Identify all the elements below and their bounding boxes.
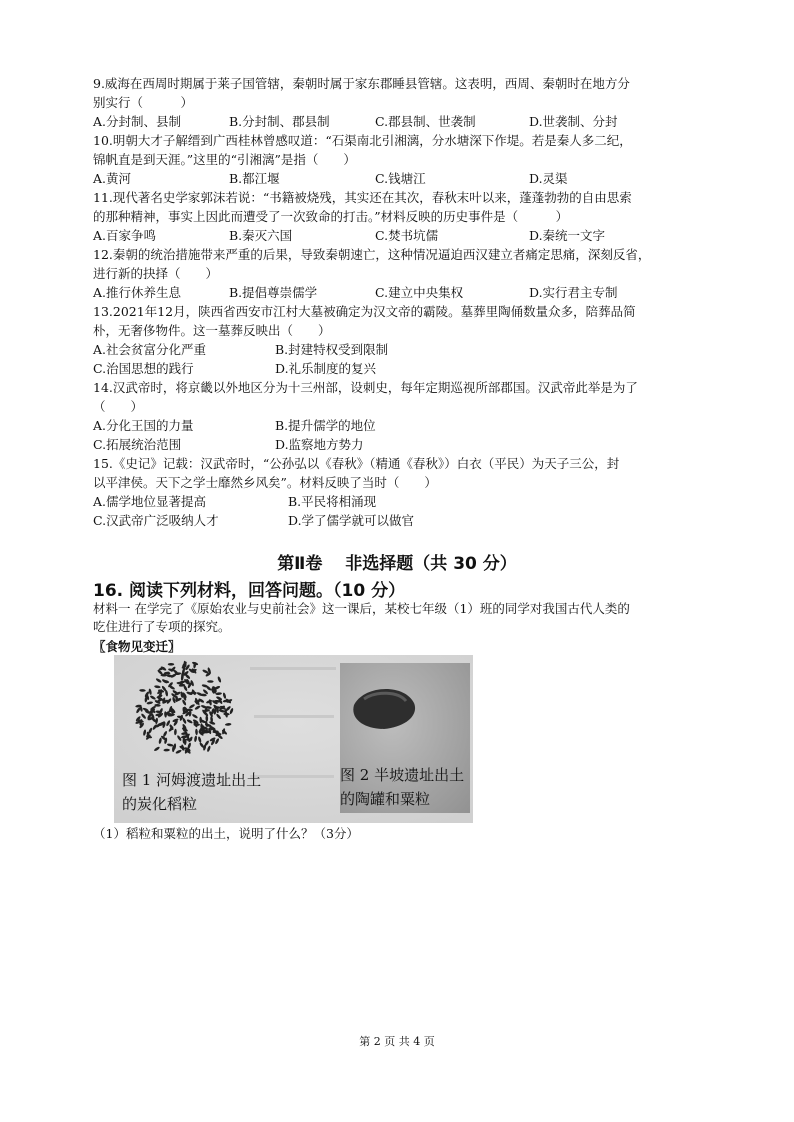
q14-option-c[interactable]: C.拓展统治范围	[93, 437, 182, 452]
q9-option-d[interactable]: D.世袭制、分封	[529, 114, 618, 129]
material1-line-2: 吃住进行了专项的探究。	[93, 619, 231, 634]
q14-option-b[interactable]: B.提升儒学的地位	[275, 418, 376, 433]
q13-line-2: 朴，无奢侈物件。这一墓葬反映出（ ）	[93, 323, 331, 338]
q14-option-d[interactable]: D.监察地方势力	[275, 437, 364, 452]
q14-option-a[interactable]: A.分化王国的力量	[93, 418, 194, 433]
q11-option-a[interactable]: A.百家争鸣	[93, 228, 157, 243]
q12-line-2: 进行新的抉择（ ）	[93, 266, 219, 281]
q9-line-1: 9.威海在西周时期属于莱子国管辖，秦朝时属于家东郡睡县管辖。这表明，西周、秦朝时在地方分	[93, 76, 630, 91]
figure-2-caption	[340, 763, 464, 811]
q9-option-b[interactable]: B.分封制、郡县制	[229, 114, 330, 129]
q11-line-1: 11.现代著名史学家郭沫若说：“书籍被烧残，其实还在其次，春秋末叶以来，蓬蓬勃勃的自由思索	[93, 190, 632, 205]
q10-option-a[interactable]: A.黄河	[93, 171, 132, 186]
food-changes-tag: 〖食物见变迁〗	[93, 639, 181, 654]
q13-option-a[interactable]: A.社会贫富分化严重	[93, 342, 207, 357]
q10-option-d[interactable]: D.灵渠	[529, 171, 568, 186]
q9-option-a[interactable]: A.分封制、县制	[93, 114, 182, 129]
q10-line-1: 10.明朝大才子解缙到广西桂林曾感叹道：“石渠南北引湘漓，分水塘深下作堤。若是秦人多二纪，	[93, 133, 632, 148]
q15-line-2: 以平津侯。天下之学士靡然乡风矣”。材料反映了当时（ ）	[93, 475, 437, 490]
q14-line-2: （ ）	[93, 399, 144, 414]
q10-option-b[interactable]: B.都江堰	[229, 171, 280, 186]
q12-option-b[interactable]: B.提倡尊崇儒学	[229, 285, 318, 300]
q9-line-2: 别实行（ ）	[93, 95, 194, 110]
archaeology-figure	[114, 655, 473, 823]
q11-line-2: 的那种精神，事实上因此而遭受了一次致命的打击。”材料反映的历史事件是（ ）	[93, 209, 569, 224]
q12-line-1: 12.秦朝的统治措施带来严重的后果，导致秦朝速亡，这种情况逼迫西汉建立者痛定思痛，深刻反省，	[93, 247, 651, 262]
page-footer: 第 2 页 共 4 页	[359, 1035, 435, 1048]
q16-heading: 16. 阅读下列材料，回答问题。（10 分）	[93, 581, 406, 601]
q9-option-c[interactable]: C.郡县制、世袭制	[375, 114, 476, 129]
q13-line-1: 13.2021年12月，陕西省西安市江村大墓被确定为汉文帝的霸陵。墓葬里陶俑数量众多，陪葬品简	[93, 304, 636, 319]
q13-option-b[interactable]: B.封建特权受到限制	[275, 342, 389, 357]
q10-option-c[interactable]: C.钱塘江	[375, 171, 426, 186]
figure-2-caption-line-2: 的陶罐和粟粒	[340, 790, 431, 808]
material1-line-1: 材料一 在学完了《原始农业与史前社会》这一课后，某校七年级（1）班的同学对我国古代人类的	[93, 601, 630, 616]
q13-option-c[interactable]: C.治国思想的践行	[93, 361, 194, 376]
q11-option-c[interactable]: C.焚书坑儒	[375, 228, 439, 243]
q15-option-d[interactable]: D.学了儒学就可以做官	[288, 513, 415, 528]
figure-1-caption-line-1: 图 1 河姆渡遗址出土	[122, 771, 262, 789]
q10-line-2: 锦帆直是到天涯。”这里的“引湘漓”是指（ ）	[93, 152, 356, 167]
q15-line-1: 15.《史记》记载：汉武帝时，“公孙弘以《春秋》（精通《春秋》）白衣（平民）为天子三公，封	[93, 456, 620, 471]
figure-2-caption-line-1: 图 2 半坡遗址出土	[340, 766, 465, 784]
q11-option-d[interactable]: D.秦统一文字	[529, 228, 606, 243]
q13-option-d[interactable]: D.礼乐制度的复兴	[275, 361, 377, 376]
q16-sub-question-1: （1）稻粒和粟粒的出土，说明了什么？（3分）	[93, 826, 359, 841]
q11-option-b[interactable]: B.秦灭六国	[229, 228, 293, 243]
figure-1-caption	[122, 768, 261, 816]
q15-option-b[interactable]: B.平民将相涌现	[288, 494, 377, 509]
q12-option-c[interactable]: C.建立中央集权	[375, 285, 464, 300]
q15-option-a[interactable]: A.儒学地位显著提高	[93, 494, 207, 509]
section-2-title: 第Ⅱ卷 非选择题（共 30 分）	[277, 554, 517, 574]
q15-option-c[interactable]: C.汉武帝广泛吸纳人才	[93, 513, 219, 528]
q14-line-1: 14.汉武帝时，将京畿以外地区分为十三州部，设刺史，每年定期巡视所部郡国。汉武帝此举是为了	[93, 380, 638, 395]
q12-option-a[interactable]: A.推行休养生息	[93, 285, 182, 300]
q12-option-d[interactable]: D.实行君主专制	[529, 285, 618, 300]
figure-1-caption-line-2: 的炭化稻粒	[122, 795, 198, 813]
